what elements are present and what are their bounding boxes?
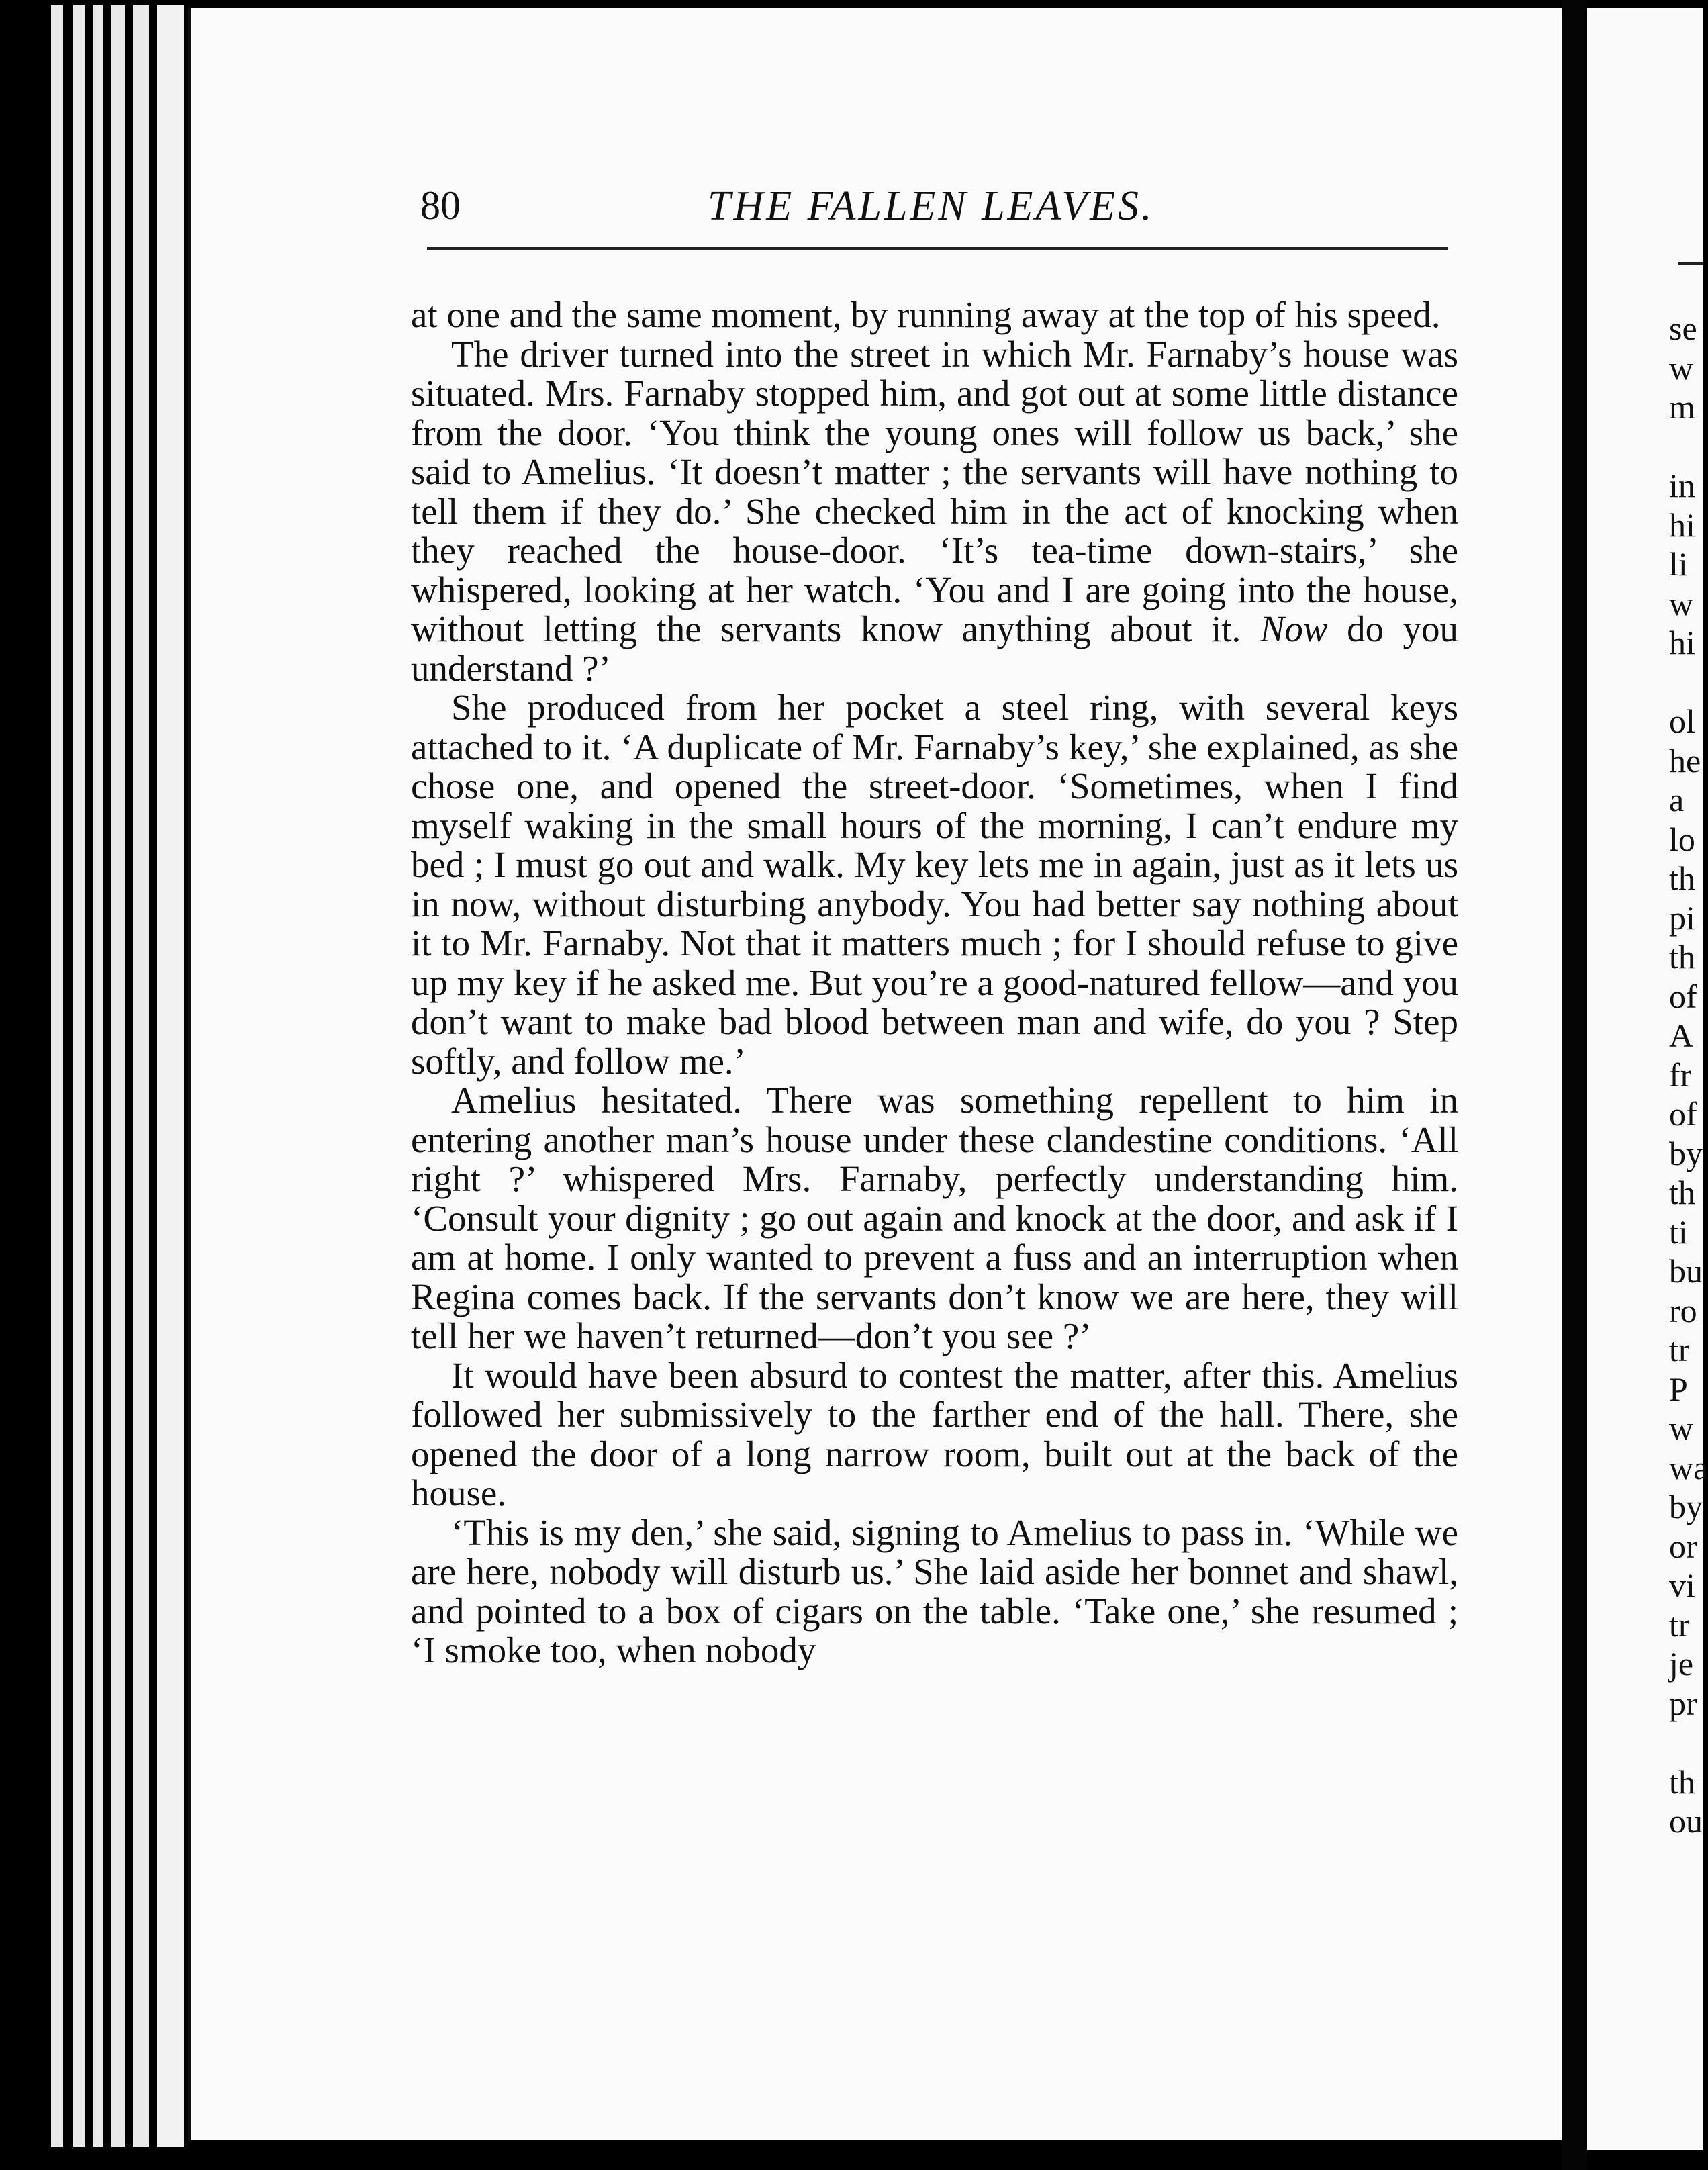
facing-fragment	[1669, 663, 1703, 702]
facing-fragment: w	[1669, 1409, 1694, 1447]
body-text	[411, 295, 1458, 1670]
facing-fragment: tr	[1669, 1331, 1690, 1368]
facing-page-text-fragments	[1669, 309, 1708, 1841]
book-page-edges	[42, 5, 196, 2147]
facing-fragment: je	[1669, 1645, 1694, 1683]
header-rule	[427, 247, 1448, 250]
facing-fragment: m	[1669, 388, 1695, 426]
facing-fragment: ol	[1669, 702, 1695, 740]
facing-fragment: he	[1669, 741, 1701, 780]
facing-fragment: th	[1669, 1762, 1695, 1801]
facing-fragment: th	[1669, 1174, 1695, 1211]
running-title: THE FALLEN LEAVES.	[708, 183, 1155, 229]
facing-fragment: by	[1669, 1488, 1703, 1525]
facing-fragment: ro	[1669, 1291, 1697, 1329]
facing-fragment: or	[1669, 1527, 1697, 1565]
facing-fragment: pr	[1669, 1684, 1697, 1722]
facing-fragment: bu	[1669, 1252, 1703, 1290]
facing-fragment: se	[1669, 310, 1697, 347]
facing-fragment: A	[1669, 1017, 1694, 1054]
page-header	[420, 183, 1454, 236]
facing-header-rule	[1678, 262, 1703, 265]
facing-fragment: ou	[1669, 1802, 1703, 1840]
facing-fragment: pi	[1669, 898, 1695, 937]
facing-fragment: tr	[1669, 1605, 1690, 1644]
facing-fragment: in	[1669, 467, 1695, 504]
paragraph: at one and the same moment, by running away at the top of his speed.	[411, 294, 1441, 335]
facing-fragment: ti	[1669, 1213, 1688, 1251]
paragraph: It would have been absurd to contest the matter, after this. Amelius followed her submissively to the farther end of the hall. There, she opened the door of a long narrow room, built out at the back of the house.	[411, 1354, 1458, 1513]
paragraph: Amelius hesitated. There was something repellent to him in entering another man’s house under these clandestine conditions. ‘All right ?’ whispered Mrs. Farnaby, perfectly understanding him. ‘Consult your dignity ; go out again and knock at the door, and ask if I am at home. I only wanted to prevent a fuss and an interruption when Regina comes back. If the servants don’t know we are here, they will tell her we haven’t returned—don’t you see ?’	[411, 1080, 1458, 1356]
page-number: 80	[420, 183, 461, 228]
paragraph: ‘This is my den,’ she said, signing to Amelius to pass in. ‘While we are here, nobody will disturb us.’ She laid aside her bonnet and shawl, and pointed to a box of cigars on the table. ‘Take one,’ she resumed ; ‘I smoke too, when nobody	[411, 1511, 1458, 1670]
facing-fragment: by	[1669, 1134, 1703, 1172]
facing-fragment: of	[1669, 977, 1697, 1015]
facing-fragment: wa	[1669, 1448, 1708, 1487]
book-spine-gutter	[1562, 0, 1587, 2170]
facing-fragment: li	[1669, 545, 1688, 583]
facing-fragment: w	[1669, 348, 1694, 387]
facing-fragment	[1669, 427, 1703, 467]
facing-fragment: lo	[1669, 820, 1695, 858]
facing-fragment	[1669, 1723, 1703, 1762]
facing-fragment: P	[1669, 1370, 1688, 1408]
facing-fragment: fr	[1669, 1055, 1692, 1094]
facing-fragment: w	[1669, 584, 1694, 622]
paragraph: The driver turned into the street in which Mr. Farnaby’s house was situated. Mrs. Farnaby stopped him, and got out at some little distance from the door. ‘You think the young ones will follow us back,’ she said to Amelius. ‘It doesn’t matter ; the servants will have nothing to tell them if they do.’ She checked him in the act of knocking when they reached the house-door. ‘It’s tea-time down-stairs,’ she whispered, looking at her watch. ‘You and I are going into the house, without letting the servants know anything about it. Now do you understand ?’	[411, 333, 1459, 689]
paragraph: She produced from her pocket a steel ring, with several keys attached to it. ‘A duplicate of Mr. Farnaby’s key,’ she explained, as she chose one, and opened the street-door. ‘Sometimes, when I find myself waking in the small hours of the morning, I can’t endure my bed ; I must go out and walk. My key lets me in again, just as it lets us in now, without disturbing anybody. You had better say nothing about it to Mr. Farnaby. Not that it matters much ; for I should refuse to give up my key if he asked me. But you’re a good-natured fellow—and you don’t want to make bad blood between man and wife, do you ? Step softly, and follow me.’	[411, 687, 1458, 1082]
italic-word: Now	[1260, 608, 1328, 649]
facing-fragment: th	[1669, 938, 1695, 976]
facing-fragment: th	[1669, 859, 1695, 897]
facing-fragment: hi	[1669, 624, 1695, 661]
facing-fragment: of	[1669, 1095, 1697, 1133]
facing-fragment: a	[1669, 781, 1685, 818]
facing-fragment: hi	[1669, 506, 1695, 544]
facing-fragment: vi	[1669, 1566, 1695, 1604]
